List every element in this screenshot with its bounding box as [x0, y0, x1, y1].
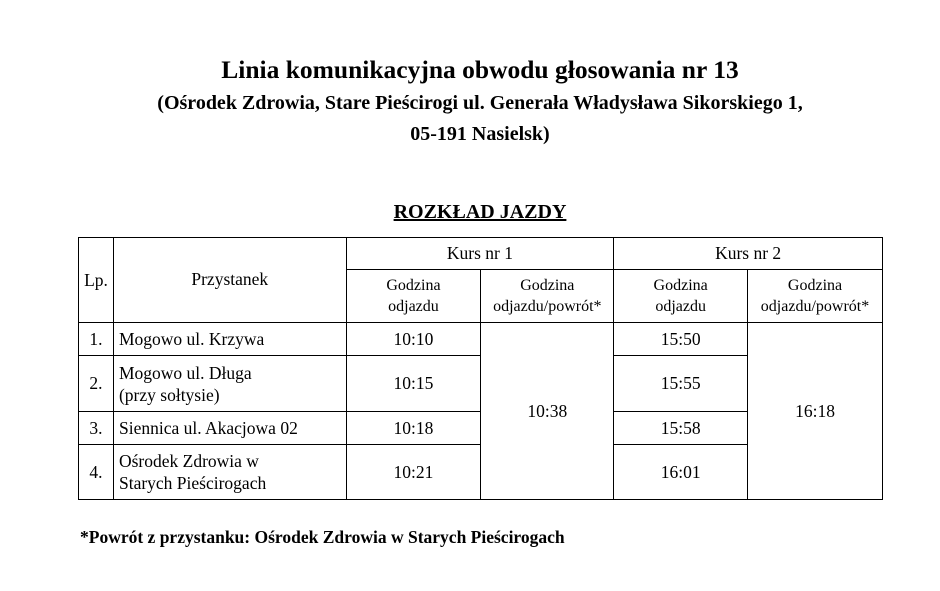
row-course2-departure: 15:55: [614, 356, 748, 412]
row-course2-departure: 15:58: [614, 412, 748, 445]
row-lp: 3.: [79, 412, 114, 445]
table-row: [79, 323, 883, 356]
document-subtitle-line2: 05-191 Nasielsk): [410, 123, 550, 145]
row-stop: [113, 412, 346, 445]
column-header-course2-departure: [614, 270, 748, 323]
course1-return-line1: Godzina: [520, 277, 575, 294]
column-header-stop: Przystanek: [113, 238, 346, 323]
course1-return-time: 10:38: [481, 323, 614, 500]
column-header-course2: Kurs nr 2: [614, 238, 883, 270]
course1-return-line2: odjazdu/powrót*: [493, 298, 602, 315]
header-row-1: [79, 238, 883, 270]
document-subtitle-line1: (Ośrodek Zdrowia, Stare Pieścirogi ul. Generała Władysława Sikorskiego 1,: [157, 92, 803, 114]
column-header-course1-return: [481, 270, 614, 323]
column-header-course1: Kurs nr 1: [346, 238, 614, 270]
row-stop-line1: Mogowo ul. Długa: [118, 362, 252, 383]
document-header: [0, 52, 940, 150]
course1-departure-line2: odjazdu: [388, 298, 439, 315]
row-lp: 2.: [79, 356, 114, 412]
course2-departure-line2: odjazdu: [655, 298, 706, 315]
row-lp: 4.: [79, 445, 114, 500]
course2-return-time: 16:18: [748, 323, 883, 500]
footnote: *Powrót z przystanku: Ośrodek Zdrowia w Starych Pieścirogach: [80, 527, 565, 547]
row-course1-departure: 10:21: [346, 445, 481, 500]
course2-return-line2: odjazdu/powrót*: [760, 298, 870, 315]
row-stop-line1: Mogowo ul. Krzywa: [118, 329, 265, 349]
row-course2-departure: 16:01: [614, 445, 748, 500]
row-course2-departure: 15:50: [614, 323, 748, 356]
row-stop-line1: Ośrodek Zdrowia w: [118, 451, 259, 471]
column-header-lp: Lp.: [79, 238, 114, 323]
course2-departure-line1: Godzina: [653, 277, 708, 294]
course1-departure-line1: Godzina: [386, 277, 441, 294]
row-lp: 1.: [79, 323, 114, 356]
row-course1-departure: 10:15: [346, 356, 481, 412]
column-header-course2-return: [748, 270, 883, 323]
row-stop: [113, 356, 346, 412]
row-stop: [113, 445, 346, 500]
timetable: [78, 237, 883, 500]
row-stop: [113, 323, 346, 356]
row-course1-departure: 10:18: [346, 412, 481, 445]
row-stop-line2: (przy sołtysie): [118, 384, 220, 405]
schedule-heading: ROZKŁAD JAZDY: [393, 201, 567, 223]
course2-return-line1: Godzina: [787, 277, 843, 294]
document-title: Linia komunikacyjna obwodu głosowania nr 13: [221, 55, 739, 84]
row-stop-line2: Starych Pieścirogach: [118, 473, 267, 493]
row-stop-line1: Siennica ul. Akacjowa 02: [118, 418, 298, 438]
column-header-course1-departure: [346, 270, 481, 323]
row-course1-departure: 10:10: [346, 323, 481, 356]
